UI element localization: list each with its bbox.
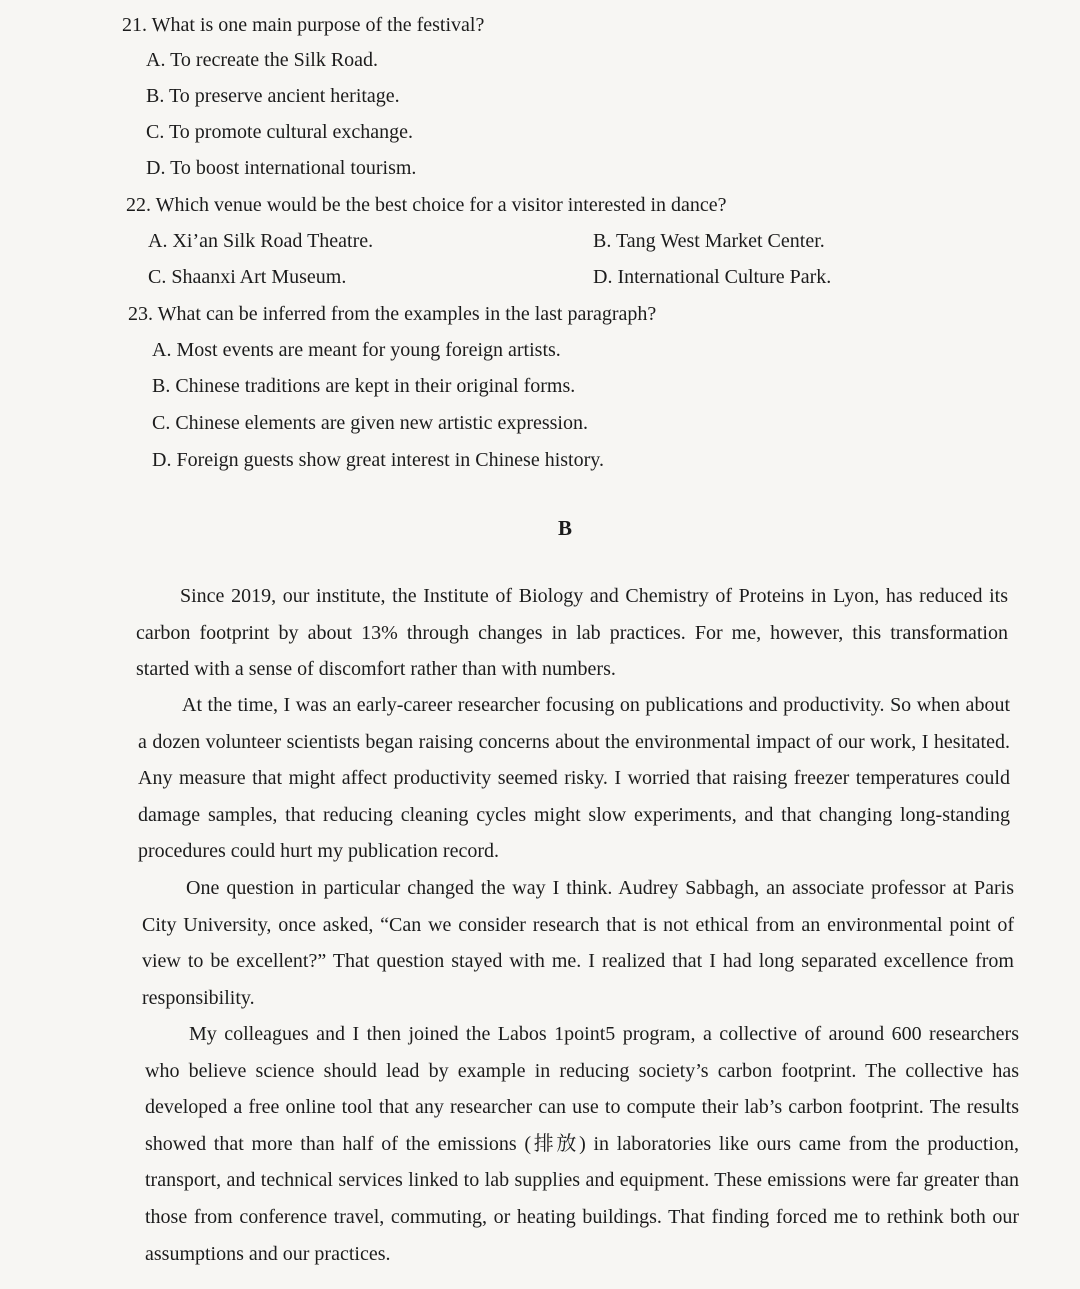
paragraph-3-text: One question in particular changed the way I think. Audrey Sabbagh, an associate professor at Paris City University, once asked, “Can we consider research that is not ethical from an environmental point of view to be excellent?” That question stayed with me. I realized that I had long separated excellence from responsibility.	[142, 877, 1014, 1009]
question-21-stem: 21. What is one main purpose of the festival?	[122, 14, 485, 36]
section-title: B	[557, 516, 572, 540]
passage-paragraph-3	[142, 870, 1014, 1016]
question-23-stem: 23. What can be inferred from the examples in the last paragraph?	[128, 303, 657, 325]
passage-paragraph-1	[136, 578, 1008, 688]
question-22-option-b: B. Tang West Market Center.	[593, 230, 825, 252]
question-22-option-c: C. Shaanxi Art Museum.	[148, 266, 347, 288]
paragraph-4-text: My colleagues and I then joined the Labos 1point5 program, a collective of around 600 researchers who believe science should lead by example in reducing society’s carbon footprint. The collective has developed a free online tool that any researcher can use to compute their lab’s carbon footprint. The results showed that more than half of the emissions (排放) in laboratories like ours came from the production, transport, and technical services linked to lab supplies and equipment. These emissions were far greater than those from conference travel, commuting, or heating buildings. That finding forced me to rethink both our assumptions and our practices.	[145, 1023, 1019, 1265]
question-21-option-a: A. To recreate the Silk Road.	[146, 49, 379, 71]
question-23-option-a: A. Most events are meant for young foreign artists.	[152, 339, 561, 361]
question-22-stem: 22. Which venue would be the best choice for a visitor interested in dance?	[126, 194, 727, 216]
question-23-option-d: D. Foreign guests show great interest in Chinese history.	[152, 449, 604, 471]
passage-paragraph-4	[145, 1016, 1019, 1272]
question-22-option-a: A. Xi’an Silk Road Theatre.	[148, 230, 374, 252]
question-21-option-b: B. To preserve ancient heritage.	[146, 85, 400, 107]
paragraph-1-text: Since 2019, our institute, the Institute of Biology and Chemistry of Proteins in Lyon, has reduced its carbon footprint by about 13% through changes in lab practices. For me, however, this transformation started with a sense of discomfort rather than with numbers.	[136, 585, 1008, 681]
question-23-option-c: C. Chinese elements are given new artistic expression.	[152, 412, 588, 434]
paragraph-2-text: At the time, I was an early-career researcher focusing on publications and productivity. So when about a dozen volunteer scientists began raising concerns about the environmental impact of our work, I hesitated. Any measure that might affect productivity seemed risky. I worried that raising freezer temperatures could damage samples, that reducing cleaning cycles might slow experiments, and that changing long-standing procedures could hurt my publication record.	[138, 694, 1010, 863]
passage-paragraph-2	[138, 687, 1010, 870]
question-21-option-c: C. To promote cultural exchange.	[146, 121, 414, 143]
question-22-option-d: D. International Culture Park.	[593, 266, 832, 288]
question-21-option-d: D. To boost international tourism.	[146, 157, 417, 179]
question-23-option-b: B. Chinese traditions are kept in their original forms.	[152, 375, 576, 397]
